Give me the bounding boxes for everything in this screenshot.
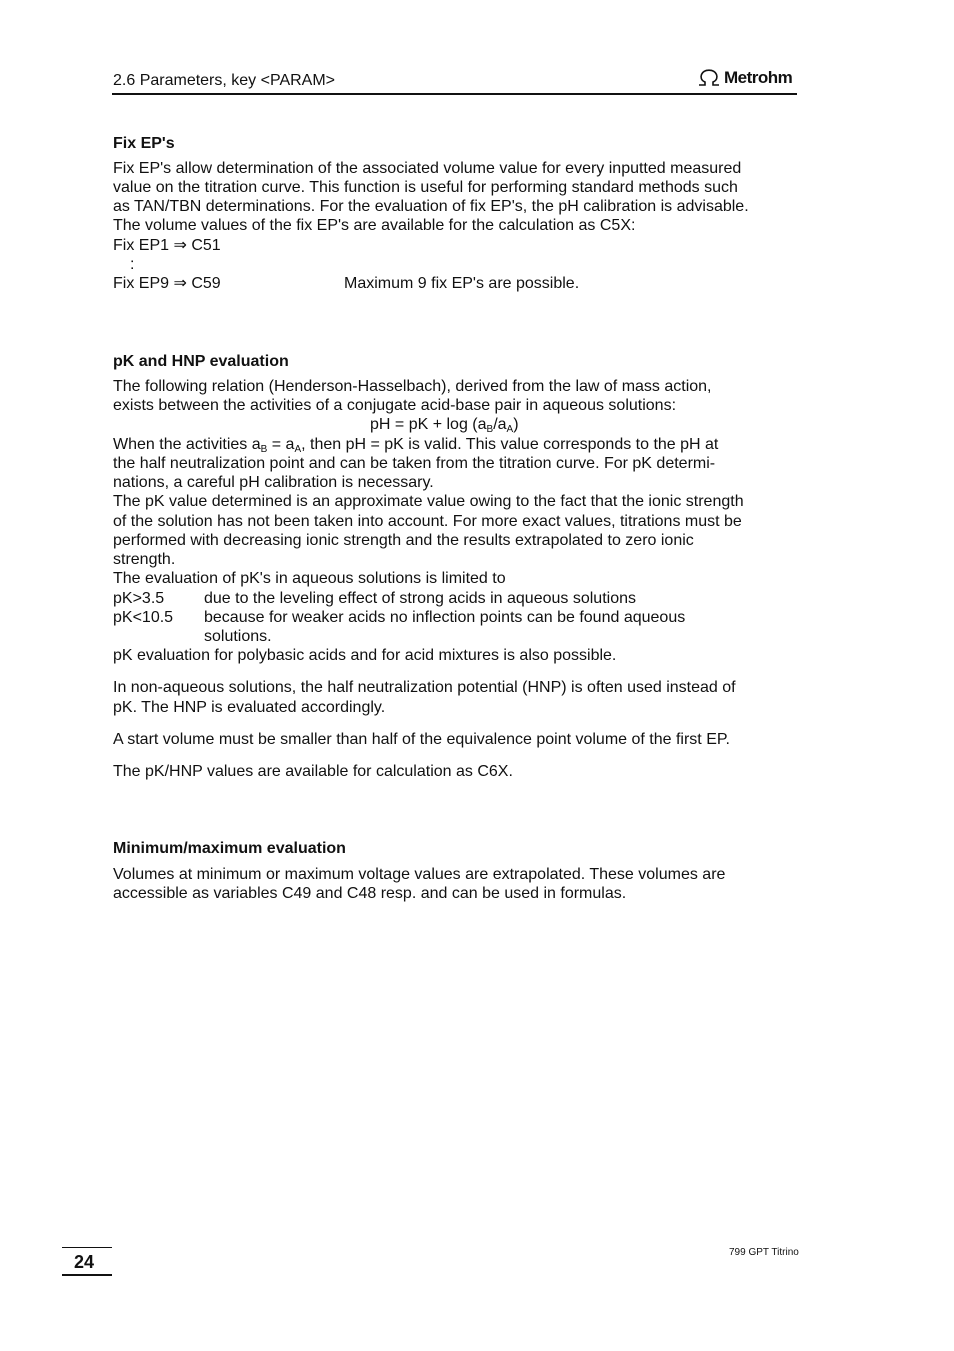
pk-line: nations, a careful pH calibration is necessary. <box>113 474 434 491</box>
pk-when-line: When the activities $a_B = a_A$, then pH = pK is valid. This value corresponds to the pH at <box>113 436 719 455</box>
page-number-rule-bottom <box>62 1274 112 1276</box>
pk-intro-line: The following relation (Henderson-Hasselbach), derived from the law of mass action, <box>113 378 712 395</box>
fix-ep-heading: Fix EP's <box>113 135 175 152</box>
pk-line: strength. <box>113 551 176 568</box>
pk-line: The pK value determined is an approximate value owing to the fact that the ionic strength <box>113 493 744 510</box>
product-name: 799 GPT Titrino <box>729 1247 799 1258</box>
fix-ep-line: The volume values of the fix EP's are available for the calculation as C5X: <box>113 217 636 234</box>
pk-line: The evaluation of pK's in aqueous solutions is limited to <box>113 570 506 587</box>
fix-ep-note: Maximum 9 fix EP's are possible. <box>344 275 580 292</box>
page-number-rule-top <box>62 1247 112 1248</box>
pk-limit-key: pK<10.5 <box>113 609 174 626</box>
header-rule <box>112 93 797 95</box>
henderson-formula: pH = pK + $\log (a_B/a_A)$ <box>370 416 519 435</box>
pk-line: of the solution has not been taken into account. For more exact values, titrations must be <box>113 513 742 530</box>
pk-limit-text: because for weaker acids no inflection points can be found aqueous <box>204 609 686 626</box>
minmax-heading: Minimum/maximum evaluation <box>113 840 346 857</box>
pk-nonaq-line: pK. The HNP is evaluated accordingly. <box>113 699 386 716</box>
pk-line: performed with decreasing ionic strength and the results extrapolated to zero ionic <box>113 532 694 549</box>
pk-limit-text: due to the leveling effect of strong acids in aqueous solutions <box>204 590 636 607</box>
fix-ep-line: value on the titration curve. This function is useful for performing standard methods such <box>113 179 738 196</box>
pk-nonaq-line: In non-aqueous solutions, the half neutralization potential (HNP) is often used instead of <box>113 679 736 696</box>
minmax-line: accessible as variables C49 and C48 resp. and can be used in formulas. <box>113 885 627 902</box>
pk-heading: pK and HNP evaluation <box>113 353 289 370</box>
pk-polybasic-line: pK evaluation for polybasic acids and for acid mixtures is also possible. <box>113 647 617 664</box>
brand-logo <box>697 68 792 88</box>
page-number: 24 <box>74 1252 95 1272</box>
omega-icon <box>697 69 721 87</box>
pk-line: the half neutralization point and can be taken from the titration curve. For pK determi- <box>113 455 716 472</box>
pk-limit-text: solutions. <box>204 628 272 645</box>
fix-ep-ellipsis: : <box>130 256 135 273</box>
fix-ep-line: Fix EP's allow determination of the associated volume value for every inputted measured <box>113 160 742 177</box>
fix-ep-line: as TAN/TBN determinations. For the evaluation of fix EP's, the pH calibration is advisable. <box>113 198 749 215</box>
pk-intro-line: exists between the activities of a conjugate acid-base pair in aqueous solutions: <box>113 397 677 414</box>
fix-ep-mapping-1: Fix EP1 ⇒ C51 <box>113 237 221 254</box>
brand-name: Metrohm <box>724 68 793 87</box>
minmax-line: Volumes at minimum or maximum voltage values are extrapolated. These volumes are <box>113 866 726 883</box>
pk-start-volume-line: A start volume must be smaller than half of the equivalence point volume of the first EP. <box>113 731 730 748</box>
fix-ep-mapping-9: Fix EP9 ⇒ C59 <box>113 275 221 292</box>
pk-available-line: The pK/HNP values are available for calculation as C6X. <box>113 763 513 780</box>
pk-limit-key: pK>3.5 <box>113 590 165 607</box>
section-header: 2.6 Parameters, key <PARAM> <box>113 72 336 89</box>
